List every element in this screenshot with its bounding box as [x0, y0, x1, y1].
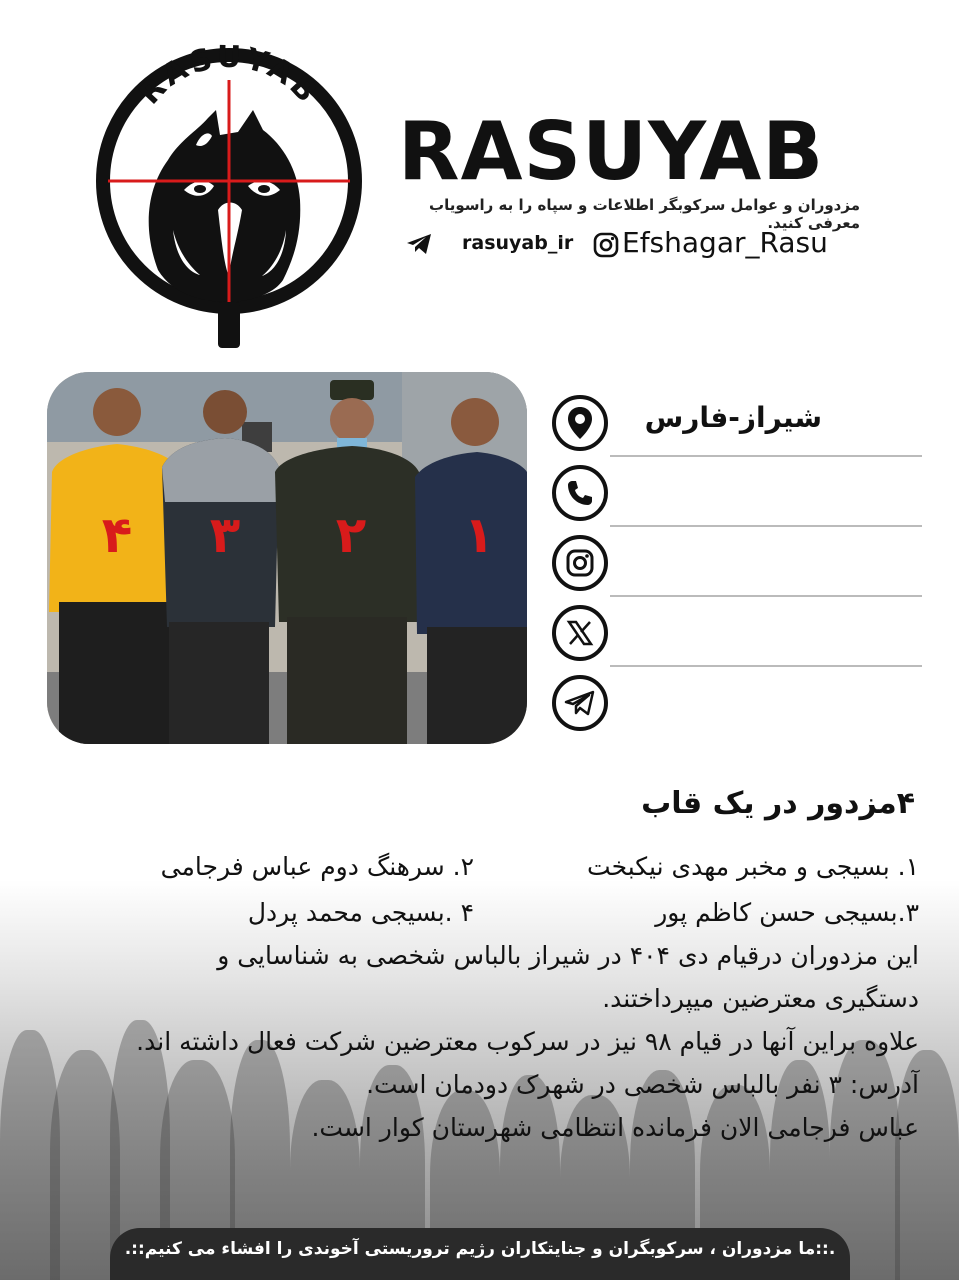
logo-ring-text: RASUYAB [132, 40, 326, 112]
paragraph-line: این مزدوران درقیام دی ۴۰۴ در شیراز بالباس شخصی به شناسایی و [217, 941, 919, 970]
location-pin-icon [552, 395, 608, 451]
divider [610, 595, 922, 597]
photo-number-4: ۴ [101, 506, 133, 564]
paragraph-line: آدرس: ۳ نفر بالباس شخصی در شهرک دودمان است. [366, 1070, 919, 1099]
paragraph-line: عباس فرجامی الان فرمانده انتظامی شهرستان کوار است. [311, 1113, 919, 1142]
divider [610, 455, 922, 457]
info-row-telegram [552, 675, 922, 745]
divider [610, 665, 922, 667]
list-item-2: ۲. سرهنگ دوم عباس فرجامی [160, 852, 474, 881]
footer-text: .::ما مزدوران ، سرکوبگران و جنایتکاران رژیم تروریستی آخوندی را افشاء می کنیم::. [124, 1239, 836, 1259]
photo-number-2: ۲ [335, 506, 367, 564]
description-paragraph [39, 934, 919, 1149]
telegram-icon[interactable] [405, 232, 433, 256]
paragraph-line: علاوه براین آنها در قیام ۹۸ نیز در سرکوب معترضین شرکت فعال داشته اند. [136, 1027, 919, 1056]
list-item-4: ۴ .بسیجی محمد پردل [247, 898, 474, 927]
photo-number-3: ۳ [209, 506, 241, 564]
headline: ۴مزدور در یک قاب [641, 786, 915, 821]
phone-icon[interactable] [552, 465, 608, 521]
info-row-instagram [552, 535, 922, 605]
telegram-handle[interactable]: rasuyab_ir [462, 232, 574, 254]
location-text: شیراز-فارس [644, 401, 822, 434]
instagram-icon[interactable] [593, 232, 619, 258]
info-row-x [552, 605, 922, 675]
info-row-location [552, 395, 922, 465]
instagram-icon[interactable] [552, 535, 608, 591]
instagram-handle[interactable]: Efshagar_Rasu [622, 226, 828, 259]
x-icon[interactable] [552, 605, 608, 661]
list-item-3: ۳.بسیجی حسن کاظم پور [655, 898, 919, 927]
paragraph-line: دستگیری معترضین میپرداختند. [602, 984, 919, 1013]
list-item-1: ۱. بسیجی و مخبر مهدی نیکبخت [587, 852, 919, 881]
info-row-phone [552, 465, 922, 535]
group-photo [47, 372, 527, 744]
brand-subtitle: مزدوران و عوامل سرکوبگر اطلاعات و سپاه را به راسویاب معرفی کنید. [429, 196, 860, 232]
rasuyab-logo [88, 40, 370, 350]
divider [610, 525, 922, 527]
photo-number-1: ۱ [463, 506, 495, 564]
telegram-icon[interactable] [552, 675, 608, 731]
social-handles [400, 226, 850, 262]
footer-banner [110, 1228, 850, 1280]
brand-title: RASUYAB [398, 105, 825, 198]
